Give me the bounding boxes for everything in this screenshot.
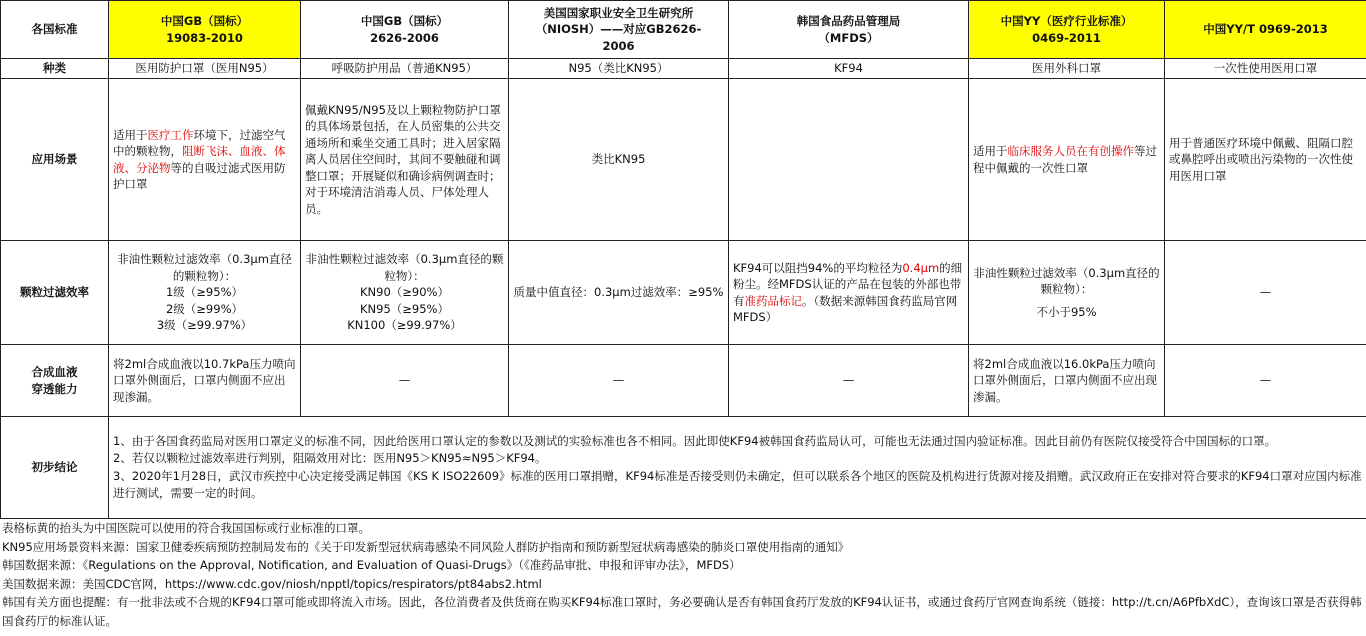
header-yy0469-line2: 0469-2011 [1032,30,1101,45]
filter-text: 非油性颗粒过滤效率（0.3μm直径的颗粒物）： [305,252,504,283]
filter-grade: KN100（≥99.97%） [347,318,462,333]
conclusion-row [1,417,1366,519]
conclusion-line: 2、若仅以颗粒过滤效率进行判别，阻隔效用对比：医用N95＞KN95≈N95＞KF94。 [113,451,547,465]
conclusion-cell [109,417,1366,519]
header-niosh-line2: （NIOSH）——对应GB2626- [535,22,702,37]
type-cell: N95（类比KN95） [509,59,729,79]
usage-text: 适用于 [113,127,148,142]
blood-cell-gb19083: 将2ml合成血液以10.7kPa压力喷向口罩外侧面后，口罩内侧面不应出现渗漏。 [109,345,301,417]
header-niosh-line3: 2006 [602,38,635,53]
filter-cell-gb19083 [109,241,301,345]
header-gb2626-line2: 2626-2006 [370,30,439,45]
header-standards-label: 各国标准 [1,1,109,59]
conclusion-line: 3、2020年1月28日，武汉市疾控中心决定接受满足韩国《KS K ISO22609》标准的医用口罩捐赠，KF94标准是否接受则仍未确定，但可以联系各个地区的医院及机构进行货源对接及捐赠。武汉政府正在安排对符合要求的KF94口罩对应国内标准进行测试，需要一定的时间。 [113,468,1362,500]
usage-text: 适用于 [973,144,1008,158]
usage-highlight: 阻断飞沫、血液、体液、分泌物 [113,144,286,175]
usage-cell-yy0469 [969,79,1165,241]
usage-text: 等过程中佩戴的一次性口罩 [973,144,1157,175]
header-gb2626 [301,1,509,59]
filter-highlight: 准药品标记 [744,293,802,308]
footnote: KN95应用场景资料来源：国家卫健委疾病预防控制局发布的《关于印发新型冠状病毒感染不同风险人群防护指南和预防新型冠状病毒感染的肺炎口罩使用指南的通知》 [2,539,850,554]
header-yy0469 [969,1,1165,59]
filter-cell-yy0469 [969,241,1165,345]
type-row-label: 种类 [1,59,109,79]
usage-cell-yyt0969: 用于普通医疗环境中佩戴、阻隔口腔或鼻腔呼出或喷出污染物的一次性使用医用口罩 [1165,79,1366,241]
header-row [1,1,1366,59]
header-mfds [729,1,969,59]
header-gb19083-line1: 中国GB（国标） [160,14,249,28]
header-mfds-line2: （MFDS） [818,30,879,45]
header-niosh-line1: 美国国家职业安全卫生研究所 [543,5,694,20]
type-cell: 医用外科口罩 [969,59,1165,79]
footnote: 美国数据来源：美国CDC官网，https://www.cdc.gov/niosh/npptl/topics/respirators/pt84abs2.html [2,576,542,591]
blood-cell-yy0469: 将2ml合成血液以16.0kPa压力喷向口罩外侧面后，口罩内侧面不应出现渗漏。 [969,345,1165,417]
filter-row-label: 颗粒过滤效率 [1,241,109,345]
blood-row-label [1,345,109,417]
usage-text: 等的自吸过滤式医用防护口罩 [113,160,286,191]
type-row [1,59,1366,79]
usage-cell-gb2626: 佩戴KN95/N95及以上颗粒物防护口罩的具体场景包括，在人员密集的公共交通场所和乘坐交通工具时；进入居家隔离人员居住空间时，其间不要触碰和调整口罩；开展疑似和确诊病例调查时；对于环境清洁消毒人员、尸体处理人员。 [301,79,509,241]
blood-row [1,345,1366,417]
filter-grade: 2级（≥99%） [165,301,243,316]
header-mfds-line1: 韩国食品药品管理局 [796,14,901,28]
usage-cell-niosh: 类比KN95 [509,79,729,241]
filter-grade: 3级（≥99.97%） [156,318,253,333]
header-gb19083-line2: 19083-2010 [166,30,243,45]
type-cell: 一次性使用医用口罩 [1165,59,1366,79]
usage-row-label: 应用场景 [1,79,109,241]
filter-grade: 不小于95% [1036,304,1097,319]
blood-cell-yyt0969: — [1165,345,1366,417]
filter-grade: KN95（≥95%） [360,301,449,316]
filter-cell-gb2626 [301,241,509,345]
conclusion-line: 1、由于各国食药监局对医用口罩定义的标准不同，因此给医用口罩认定的参数以及测试的实验标准也各不相同。因此即使KF94被韩国食药监局认可，可能也无法通过国内验证标准。因此目前仍有医院仅接受符合中国国标的口罩。 [113,433,1277,448]
usage-cell-mfds [729,79,969,241]
blood-label-line1: 合成血液 [31,365,78,379]
filter-text: 非油性颗粒过滤效率（0.3μm直径的颗粒物）： [117,252,292,283]
blood-label-line2: 穿透能力 [31,381,78,396]
type-cell: KF94 [729,59,969,79]
footnote: 韩国数据来源：《Regulations on the Approval, Notification, and Evaluation of Quasi-Drugs》（《准药品审批、申报和评审办法》，MFDS） [2,558,741,572]
usage-highlight: 医疗工作 [147,127,194,142]
conclusion-row-label: 初步结论 [1,417,109,519]
usage-cell-gb19083 [109,79,301,241]
filter-cell-mfds [729,241,969,345]
header-yyt0969: 中国YY/T 0969-2013 [1165,1,1366,59]
blood-cell-niosh: — [509,345,729,417]
footnote: 表格标黄的抬头为中国医院可以使用的符合我国国标或行业标准的口罩。 [2,521,370,535]
header-yy0469-line1: 中国YY（医疗行业标准） [1000,14,1133,28]
header-gb2626-line1: 中国GB（国标） [360,14,449,28]
filter-cell-yyt0969: — [1165,241,1366,345]
filter-text: 的细粉尘。经MFDS认证的产品在包装的外部也带有 [733,260,963,308]
filter-cell-niosh: 质量中值直径：0.3μm过滤效率：≥95% [509,241,729,345]
footnotes [2,519,1364,630]
filter-grade: 1级（≥95%） [165,285,243,300]
blood-cell-mfds: — [729,345,969,417]
filter-text: 。（数据来源韩国食药监局官网MFDS） [733,293,958,324]
filter-row [1,241,1366,345]
filter-text: KF94可以阻挡94%的平均粒径为 [733,260,903,275]
usage-highlight: 临床服务人员在有创操作 [1007,144,1134,158]
filter-grade: KN90（≥90%） [360,285,449,300]
blood-cell-gb2626: — [301,345,509,417]
usage-row [1,79,1366,241]
usage-text: 环境下，过滤空气中的颗粒物， [113,127,286,158]
footnote: 韩国有关方面也提醒：有一批非法或不合规的KF94口罩可能或即将流入市场。因此，各位消费者及供货商在购买KF94标准口罩时，务必要确认是否有韩国食药厅发放的KF94认证书，或通过食药厅官网查询系统（链接：http://t.cn/A6PfbXdC），查询该口罩是否获得韩国食药厅的标准认证。 [2,595,1362,628]
filter-highlight: 0.4μm [902,260,940,275]
type-cell: 医用防护口罩（医用N95） [109,59,301,79]
header-gb19083 [109,1,301,59]
header-niosh [509,1,729,59]
type-cell: 呼吸防护用品（普通KN95） [301,59,509,79]
filter-text: 非油性颗粒过滤效率（0.3μm直径的颗粒物）： [973,265,1160,297]
